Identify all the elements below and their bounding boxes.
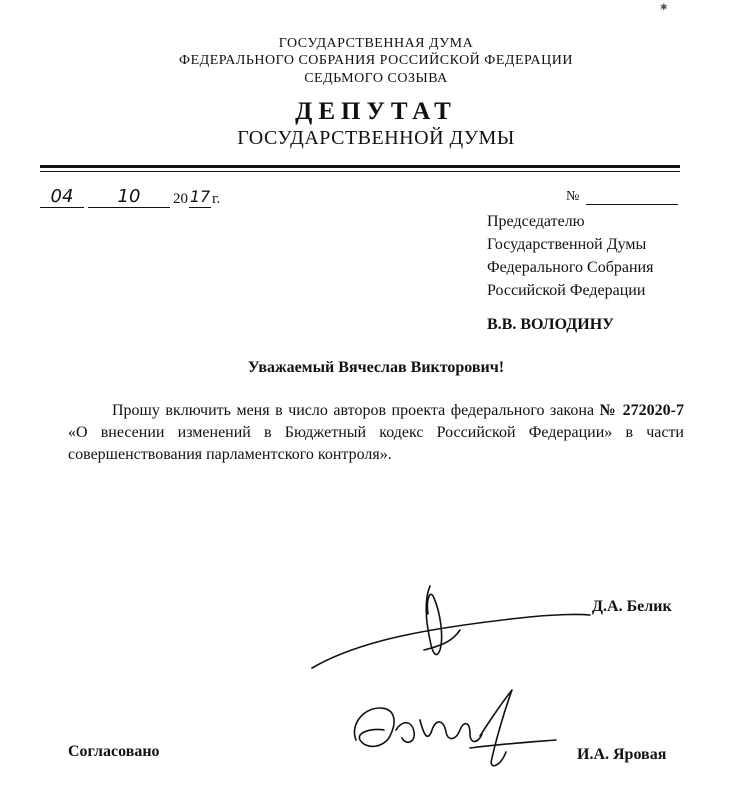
signature-yarovaya xyxy=(354,690,556,766)
date-month: 10 xyxy=(88,187,170,208)
body-text-before: Прошу включить меня в число авторов проекта федерального закона xyxy=(112,402,600,419)
addressee-line: Государственной Думы xyxy=(487,236,647,253)
date-day: 04 xyxy=(40,187,84,208)
addressee-line: Российской Федерации xyxy=(487,282,646,299)
signer-belik: Д.А. Белик xyxy=(592,598,672,615)
signature-belik xyxy=(312,586,590,668)
addressee-line: Федерального Собрания xyxy=(487,259,654,276)
agreed-label: Согласовано xyxy=(68,743,160,760)
letterhead-line-3: СЕДЬМОГО СОЗЫВА xyxy=(304,71,448,86)
number-label: № xyxy=(566,189,580,204)
letterhead-subtitle: ГОСУДАРСТВЕННОЙ ДУМЫ xyxy=(237,127,515,149)
letterhead-line-2: ФЕДЕРАЛЬНОГО СОБРАНИЯ РОССИЙСКОЙ ФЕДЕРАЦИИ xyxy=(179,53,573,68)
signer-yarovaya: И.А. Яровая xyxy=(577,746,667,763)
letterhead-line-1: ГОСУДАРСТВЕННАЯ ДУМА xyxy=(278,36,474,51)
addressee-name: В.В. ВОЛОДИНУ xyxy=(487,316,614,333)
bill-number: № 272020-7 xyxy=(599,402,684,419)
scan-speck: ✱ xyxy=(660,2,668,12)
date-year-suffix: 17 xyxy=(189,187,211,206)
letterhead-title: ДЕПУТАТ xyxy=(295,98,457,125)
body-text-after: «О внесении изменений в Бюджетный кодекс Российской Федерации» в части совершенствования парламентского контроля». xyxy=(68,424,684,463)
addressee-line: Председателю xyxy=(487,213,585,230)
date-year-prefix: 20 xyxy=(173,191,188,207)
salutation: Уважаемый Вячеслав Викторович! xyxy=(247,359,505,376)
date-unit: г. xyxy=(212,191,221,207)
